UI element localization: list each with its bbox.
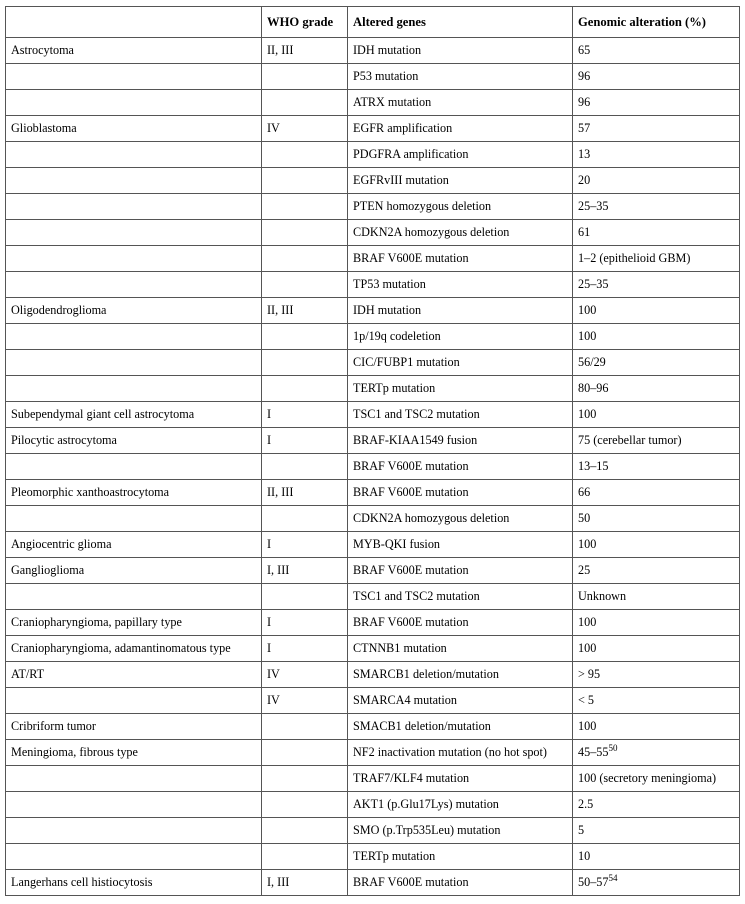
- gene-cell-text: ATRX mutation: [353, 95, 432, 109]
- alteration-cell-text: 80–96: [578, 381, 609, 395]
- header-row: [6, 7, 740, 38]
- gene-cell: [348, 740, 573, 766]
- gene-cell: [348, 324, 573, 350]
- table-body: [6, 38, 740, 896]
- gene-cell-text: EGFRvIII mutation: [353, 173, 449, 187]
- alteration-cell-text: 13–15: [578, 459, 609, 473]
- table-row: [6, 220, 740, 246]
- gene-cell-text: SMO (p.Trp535Leu) mutation: [353, 823, 501, 837]
- grade-cell: [262, 844, 348, 870]
- alteration-cell-text: 25: [578, 563, 591, 577]
- tumor-cell: [6, 350, 262, 376]
- grade-cell: [262, 64, 348, 90]
- tumor-cell: [6, 376, 262, 402]
- alteration-cell-text: 96: [578, 95, 591, 109]
- alteration-cell-text: 2.5: [578, 797, 594, 811]
- table-row: [6, 870, 740, 896]
- alteration-cell-text: 65: [578, 43, 591, 57]
- gene-cell-text: MYB-QKI fusion: [353, 537, 441, 551]
- table-row: [6, 298, 740, 324]
- alteration-cell-text: 61: [578, 225, 591, 239]
- alteration-cell: [573, 506, 740, 532]
- tumor-cell: [6, 64, 262, 90]
- tumor-cell: [6, 740, 262, 766]
- tumor-cell: [6, 168, 262, 194]
- gene-cell: [348, 662, 573, 688]
- table-row: [6, 142, 740, 168]
- table-row: [6, 376, 740, 402]
- tumor-cell-text: Angiocentric glioma: [11, 537, 112, 551]
- gene-cell-text: SMACB1 deletion/mutation: [353, 719, 491, 733]
- gene-cell: [348, 688, 573, 714]
- gene-cell: [348, 298, 573, 324]
- tumor-cell-text: Astrocytoma: [11, 43, 74, 57]
- gene-cell-text: PTEN homozygous deletion: [353, 199, 492, 213]
- table-row: [6, 636, 740, 662]
- gene-cell: [348, 350, 573, 376]
- alteration-cell: [573, 324, 740, 350]
- gene-cell: [348, 116, 573, 142]
- grade-cell: [262, 376, 348, 402]
- gene-cell-text: BRAF-KIAA1549 fusion: [353, 433, 478, 447]
- alteration-cell: [573, 298, 740, 324]
- grade-cell: [262, 298, 348, 324]
- alteration-cell: [573, 870, 740, 896]
- alteration-cell: [573, 844, 740, 870]
- gene-cell-text: TSC1 and TSC2 mutation: [353, 589, 480, 603]
- genomic-alterations-table: [5, 6, 740, 896]
- grade-cell: [262, 714, 348, 740]
- gene-cell: [348, 818, 573, 844]
- table-row: [6, 90, 740, 116]
- table-row: [6, 662, 740, 688]
- gene-cell: [348, 610, 573, 636]
- alteration-cell-text: 66: [578, 485, 591, 499]
- tumor-cell: [6, 454, 262, 480]
- gene-cell-text: IDH mutation: [353, 303, 422, 317]
- alteration-cell: [573, 90, 740, 116]
- table-row: [6, 168, 740, 194]
- grade-cell-text: II, III: [267, 303, 294, 317]
- gene-cell: [348, 584, 573, 610]
- grade-cell: [262, 142, 348, 168]
- alteration-cell-text: 100: [578, 407, 597, 421]
- alteration-cell: [573, 428, 740, 454]
- table-row: [6, 324, 740, 350]
- grade-cell: [262, 818, 348, 844]
- gene-cell-text: EGFR amplification: [353, 121, 453, 135]
- grade-cell-text: I: [267, 537, 272, 551]
- alteration-cell-text: 57: [578, 121, 591, 135]
- tumor-cell: [6, 818, 262, 844]
- gene-cell-text: PDGFRA amplification: [353, 147, 469, 161]
- alteration-cell-text: < 5: [578, 693, 595, 707]
- alteration-cell-text: 100 (secretory meningioma): [578, 771, 717, 785]
- tumor-cell-text: Pilocytic astrocytoma: [11, 433, 117, 447]
- tumor-cell: [6, 584, 262, 610]
- grade-cell-text: I: [267, 615, 272, 629]
- alteration-cell-text: 50: [578, 511, 591, 525]
- tumor-cell: [6, 324, 262, 350]
- grade-cell: [262, 116, 348, 142]
- alteration-cell-text: 45–55: [578, 745, 609, 759]
- tumor-cell: [6, 90, 262, 116]
- tumor-cell: [6, 610, 262, 636]
- tumor-cell: [6, 480, 262, 506]
- tumor-cell-text: Glioblastoma: [11, 121, 77, 135]
- alteration-cell: [573, 480, 740, 506]
- tumor-cell: [6, 506, 262, 532]
- alteration-cell: [573, 532, 740, 558]
- grade-cell: [262, 38, 348, 64]
- grade-cell: [262, 246, 348, 272]
- gene-cell: [348, 376, 573, 402]
- gene-cell: [348, 272, 573, 298]
- alteration-cell-text: Unknown: [578, 589, 627, 603]
- tumor-cell: [6, 532, 262, 558]
- tumor-cell: [6, 766, 262, 792]
- alteration-cell: [573, 688, 740, 714]
- gene-cell: [348, 506, 573, 532]
- gene-cell: [348, 714, 573, 740]
- gene-cell-text: CDKN2A homozygous deletion: [353, 511, 510, 525]
- alteration-cell-text: 96: [578, 69, 591, 83]
- grade-cell: [262, 194, 348, 220]
- table-row: [6, 350, 740, 376]
- alteration-cell-text: 75 (cerebellar tumor): [578, 433, 682, 447]
- gene-cell: [348, 142, 573, 168]
- tumor-cell: [6, 116, 262, 142]
- grade-cell-text: II, III: [267, 485, 294, 499]
- table-row: [6, 740, 740, 766]
- alteration-cell: [573, 584, 740, 610]
- alteration-cell-text: 50–57: [578, 875, 609, 889]
- gene-cell-text: BRAF V600E mutation: [353, 615, 469, 629]
- table-row: [6, 584, 740, 610]
- alteration-cell-text: 20: [578, 173, 591, 187]
- alteration-cell-text: 25–35: [578, 199, 609, 213]
- gene-cell: [348, 480, 573, 506]
- alteration-cell-text: 100: [578, 719, 597, 733]
- gene-cell-text: SMARCA4 mutation: [353, 693, 457, 707]
- grade-cell: [262, 480, 348, 506]
- gene-cell: [348, 220, 573, 246]
- alteration-cell-text: 100: [578, 537, 597, 551]
- grade-cell: [262, 428, 348, 454]
- gene-cell: [348, 246, 573, 272]
- table-row: [6, 428, 740, 454]
- grade-cell: [262, 740, 348, 766]
- tumor-cell-text: Cribriform tumor: [11, 719, 96, 733]
- gene-cell-text: CDKN2A homozygous deletion: [353, 225, 510, 239]
- alteration-cell-text: > 95: [578, 667, 601, 681]
- table-row: [6, 272, 740, 298]
- alteration-cell: [573, 246, 740, 272]
- table-row: [6, 558, 740, 584]
- tumor-cell: [6, 688, 262, 714]
- gene-cell-text: TERTp mutation: [353, 381, 436, 395]
- gene-cell: [348, 454, 573, 480]
- header-genomic-alteration: Genomic alteration (%): [573, 7, 740, 38]
- tumor-cell-text: Ganglioglioma: [11, 563, 85, 577]
- alteration-cell-text: 100: [578, 641, 597, 655]
- table-row: [6, 688, 740, 714]
- gene-cell: [348, 402, 573, 428]
- tumor-cell: [6, 870, 262, 896]
- grade-cell: [262, 506, 348, 532]
- gene-cell-text: BRAF V600E mutation: [353, 251, 469, 265]
- tumor-cell: [6, 402, 262, 428]
- grade-cell: [262, 454, 348, 480]
- gene-cell-text: TRAF7/KLF4 mutation: [353, 771, 470, 785]
- gene-cell-text: SMARCB1 deletion/mutation: [353, 667, 499, 681]
- table-row: [6, 714, 740, 740]
- alteration-cell: [573, 766, 740, 792]
- grade-cell: [262, 792, 348, 818]
- alteration-cell: [573, 610, 740, 636]
- table-row: [6, 64, 740, 90]
- grade-cell-text: IV: [267, 667, 280, 681]
- tumor-cell: [6, 246, 262, 272]
- grade-cell: [262, 584, 348, 610]
- grade-cell: [262, 350, 348, 376]
- gene-cell-text: 1p/19q codeletion: [353, 329, 441, 343]
- grade-cell: [262, 324, 348, 350]
- alteration-cell: [573, 454, 740, 480]
- gene-cell-text: TSC1 and TSC2 mutation: [353, 407, 480, 421]
- gene-cell-text: IDH mutation: [353, 43, 422, 57]
- grade-cell: [262, 558, 348, 584]
- alteration-cell: [573, 116, 740, 142]
- grade-cell: [262, 220, 348, 246]
- tumor-cell-text: Subependymal giant cell astrocytoma: [11, 407, 195, 421]
- tumor-cell-text: Meningioma, fibrous type: [11, 745, 138, 759]
- gene-cell: [348, 636, 573, 662]
- table-row: [6, 402, 740, 428]
- alteration-cell: [573, 168, 740, 194]
- tumor-cell: [6, 298, 262, 324]
- gene-cell: [348, 766, 573, 792]
- tumor-cell: [6, 558, 262, 584]
- grade-cell-text: IV: [267, 121, 280, 135]
- grade-cell-text: I, III: [267, 563, 290, 577]
- gene-cell-text: AKT1 (p.Glu17Lys) mutation: [353, 797, 499, 811]
- alteration-cell-text: 100: [578, 329, 597, 343]
- gene-cell: [348, 90, 573, 116]
- alteration-cell: [573, 142, 740, 168]
- header-who-grade: WHO grade: [262, 7, 348, 38]
- tumor-cell: [6, 220, 262, 246]
- alteration-cell-text: 56/29: [578, 355, 606, 369]
- alteration-cell-text: 100: [578, 615, 597, 629]
- grade-cell: [262, 636, 348, 662]
- grade-cell-text: IV: [267, 693, 280, 707]
- tumor-cell: [6, 636, 262, 662]
- alteration-cell: [573, 740, 740, 766]
- table-row: [6, 38, 740, 64]
- table-row: [6, 818, 740, 844]
- tumor-cell: [6, 714, 262, 740]
- tumor-cell: [6, 142, 262, 168]
- grade-cell: [262, 90, 348, 116]
- gene-cell: [348, 194, 573, 220]
- header-tumor-type: [6, 7, 262, 38]
- alteration-cell: [573, 792, 740, 818]
- alteration-cell: [573, 818, 740, 844]
- alteration-cell: [573, 64, 740, 90]
- grade-cell-text: I: [267, 407, 272, 421]
- reference-superscript: 50: [608, 743, 618, 753]
- gene-cell-text: BRAF V600E mutation: [353, 875, 469, 889]
- tumor-cell-text: Oligodendroglioma: [11, 303, 107, 317]
- header-altered-genes: Altered genes: [348, 7, 573, 38]
- table-row: [6, 116, 740, 142]
- gene-cell-text: NF2 inactivation mutation (no hot spot): [353, 745, 547, 759]
- gene-cell-text: CIC/FUBP1 mutation: [353, 355, 460, 369]
- gene-cell-text: BRAF V600E mutation: [353, 563, 469, 577]
- alteration-cell: [573, 662, 740, 688]
- alteration-cell-text: 5: [578, 823, 585, 837]
- grade-cell-text: I: [267, 433, 272, 447]
- reference-superscript: 54: [608, 873, 618, 883]
- alteration-cell-text: 10: [578, 849, 591, 863]
- alteration-cell-text: 13: [578, 147, 591, 161]
- grade-cell-text: I, III: [267, 875, 290, 889]
- tumor-cell: [6, 662, 262, 688]
- tumor-cell-text: AT/RT: [11, 667, 45, 681]
- grade-cell: [262, 532, 348, 558]
- grade-cell: [262, 610, 348, 636]
- tumor-cell: [6, 844, 262, 870]
- table-container: [5, 6, 740, 896]
- table-row: [6, 532, 740, 558]
- gene-cell: [348, 870, 573, 896]
- gene-cell-text: BRAF V600E mutation: [353, 485, 469, 499]
- alteration-cell: [573, 38, 740, 64]
- alteration-cell-text: 100: [578, 303, 597, 317]
- gene-cell: [348, 428, 573, 454]
- gene-cell-text: CTNNB1 mutation: [353, 641, 447, 655]
- grade-cell-text: II, III: [267, 43, 294, 57]
- tumor-cell: [6, 428, 262, 454]
- gene-cell-text: P53 mutation: [353, 69, 419, 83]
- table-row: [6, 506, 740, 532]
- tumor-cell: [6, 272, 262, 298]
- table-row: [6, 480, 740, 506]
- alteration-cell: [573, 636, 740, 662]
- gene-cell: [348, 64, 573, 90]
- alteration-cell: [573, 220, 740, 246]
- gene-cell-text: TP53 mutation: [353, 277, 426, 291]
- alteration-cell: [573, 402, 740, 428]
- grade-cell: [262, 402, 348, 428]
- gene-cell-text: BRAF V600E mutation: [353, 459, 469, 473]
- tumor-cell: [6, 194, 262, 220]
- table-row: [6, 792, 740, 818]
- table-row: [6, 194, 740, 220]
- grade-cell: [262, 168, 348, 194]
- tumor-cell-text: Pleomorphic xanthoastrocytoma: [11, 485, 170, 499]
- gene-cell-text: TERTp mutation: [353, 849, 436, 863]
- alteration-cell: [573, 714, 740, 740]
- grade-cell: [262, 766, 348, 792]
- alteration-cell-text: 25–35: [578, 277, 609, 291]
- gene-cell: [348, 558, 573, 584]
- gene-cell: [348, 38, 573, 64]
- grade-cell: [262, 272, 348, 298]
- tumor-cell-text: Craniopharyngioma, papillary type: [11, 615, 182, 629]
- alteration-cell: [573, 376, 740, 402]
- alteration-cell: [573, 194, 740, 220]
- table-row: [6, 246, 740, 272]
- gene-cell: [348, 792, 573, 818]
- alteration-cell-text: 1–2 (epithelioid GBM): [578, 251, 691, 265]
- tumor-cell-text: Langerhans cell histiocytosis: [11, 875, 153, 889]
- grade-cell: [262, 688, 348, 714]
- gene-cell: [348, 532, 573, 558]
- table-row: [6, 766, 740, 792]
- gene-cell: [348, 168, 573, 194]
- alteration-cell: [573, 272, 740, 298]
- table-row: [6, 454, 740, 480]
- table-row: [6, 610, 740, 636]
- tumor-cell: [6, 792, 262, 818]
- alteration-cell: [573, 350, 740, 376]
- tumor-cell-text: Craniopharyngioma, adamantinomatous type: [11, 641, 231, 655]
- gene-cell: [348, 844, 573, 870]
- table-row: [6, 844, 740, 870]
- grade-cell: [262, 870, 348, 896]
- grade-cell: [262, 662, 348, 688]
- alteration-cell: [573, 558, 740, 584]
- grade-cell-text: I: [267, 641, 272, 655]
- tumor-cell: [6, 38, 262, 64]
